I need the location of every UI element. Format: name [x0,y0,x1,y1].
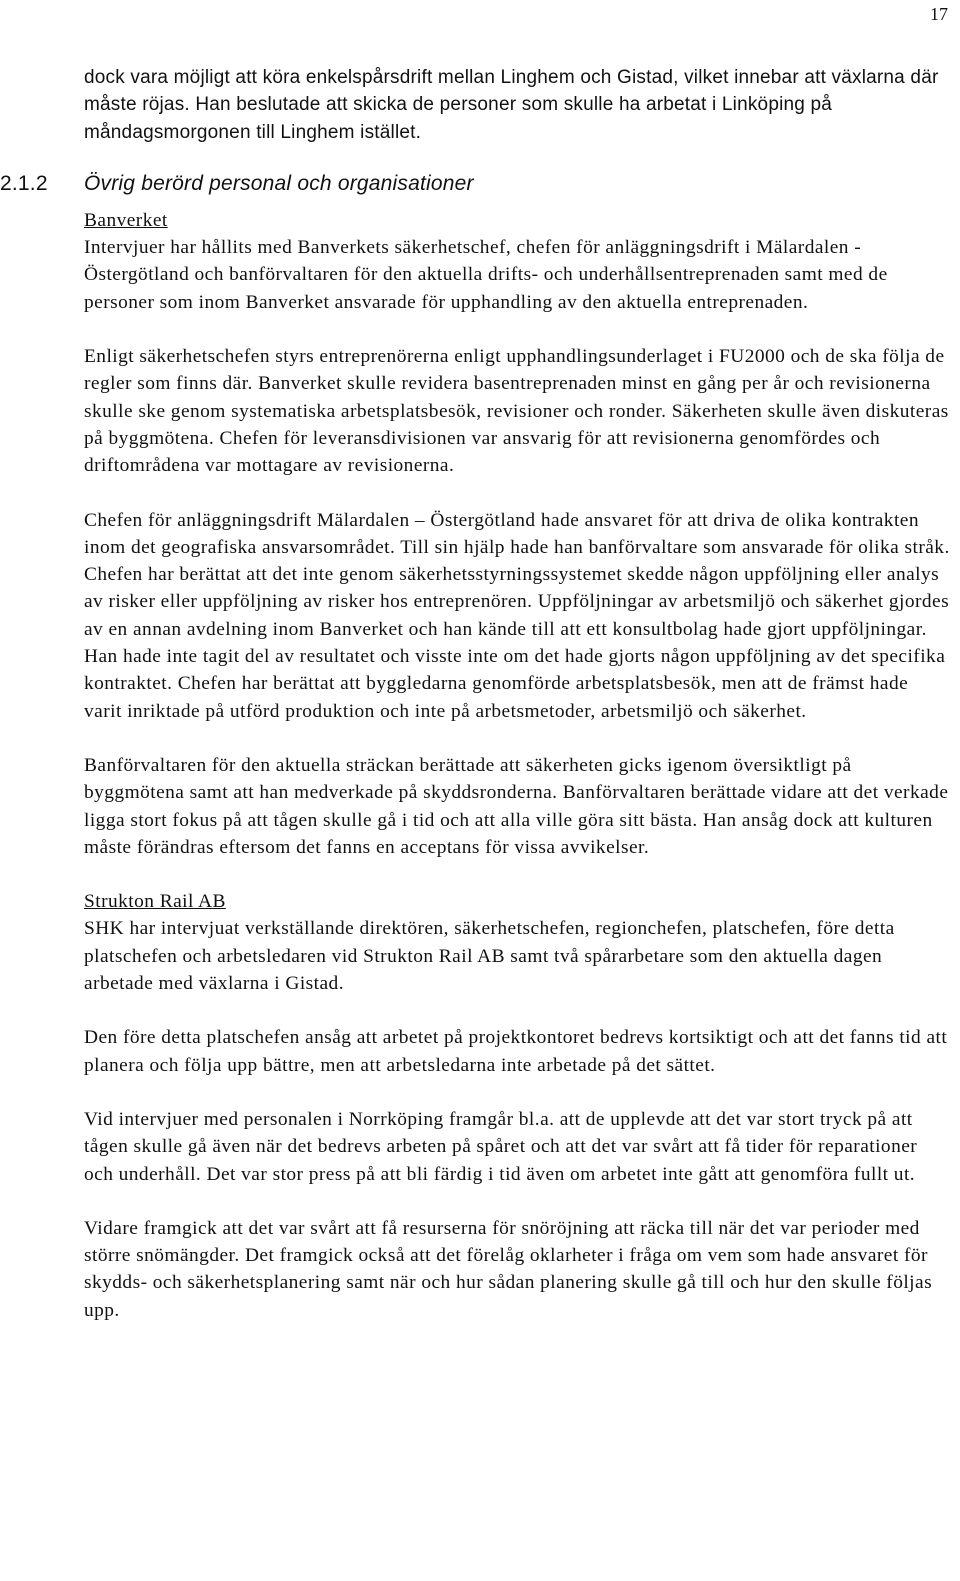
banverket-section [84,207,950,861]
lead-paragraph: dock vara möjligt att köra enkelspårsdrift mellan Linghem och Gistad, vilket innebar att växlarna där måste röjas. Han beslutade att skicka de personer som skulle ha arbetat i Linköping på måndagsmorgonen till Linghem istället. [84,67,939,143]
banverket-paragraph-2: Enligt säkerhetschefen styrs entreprenörerna enligt upphandlingsunderlaget i FU2000 och de ska följa de regler som finns där. Banverket skulle revidera basentreprenaden minst en gång per år och revisionerna skulle ske genom systematiska arbetsplatsbesök, revisioner och ronder. Säkerheten skulle även diskuteras på byggmötena. Chefen för leveransdivisionen var ansvarig för att revisionerna genomfördes och driftområdena var mottagare av revisionerna. [84,346,949,477]
banverket-paragraph-1: Intervjuer har hållits med Banverkets säkerhetschef, chefen för anläggningsdrift i Mälardalen - Östergötland och banförvaltaren för den aktuella drifts- och underhållsentreprenaden samt med de personer som inom Banverket ansvarade för upphandling av den aktuella entreprenaden. [84,237,888,313]
section-number: 2.1.2 [0,171,48,195]
banverket-paragraph-4: Banförvaltaren för den aktuella sträckan berättade att säkerheten gicks igenom översiktligt på byggmötena samt att han medverkade på skyddsronderna. Banförvaltaren berättade vidare att det verkade ligga stort fokus på att tågen skulle gå i tid och att alla ville göra sitt bästa. Han ansåg dock att kulturen måste förändras eftersom det fanns en acceptans för vissa avvikelser. [84,754,949,858]
strukton-paragraph-2: Den före detta platschefen ansåg att arbetet på projektkontoret bedrevs kortsiktigt och att det fanns tid att planera och följa upp bättre, men att arbetsledarna inte arbetade på det sättet. [84,1027,948,1076]
document-body [0,64,950,1324]
section-title: Övrig berörd personal och organisationer [84,171,474,195]
strukton-heading: Strukton Rail AB [84,891,226,913]
page-number: 17 [930,4,948,24]
section-heading [0,171,866,197]
banverket-paragraph-3: Chefen för anläggningsdrift Mälardalen – Östergötland hade ansvaret för att driva de olika kontrakten inom det geografiska ansvarsområdet. Till sin hjälp hade han banförvaltare som ansvarade för olika stråk. Chefen har berättat att det inte genom säkerhetsstyrningssystemet skedde någon uppföljning eller analys av risker eller uppföljning av risker hos entreprenören. Uppföljningar av arbetsmiljö och säkerhet gjordes av en annan avdelning inom Banverket och han kände till att ett konsultbolag hade gjort uppföljningar. Han hade inte tagit del av resultatet och visste inte om det hade gjorts någon uppföljning av det specifika kontraktet. Chefen har berättat att byggledarna genomförde arbetsplatsbesök, men att de främst hade varit inriktade på utförd produktion och inte på arbetsmetoder, arbetsmiljö och säkerhet. [84,509,950,722]
strukton-section [84,888,950,1324]
strukton-paragraph-3: Vid intervjuer med personalen i Norrköping framgår bl.a. att de upplevde att det var stort tryck på att tågen skulle gå även när det bedrevs arbeten på spåret och att det var svårt att få tider för reparationer och underhåll. Det var stor press på att bli färdig i tid även om arbetet inte gått att genomföra fullt ut. [84,1108,918,1185]
strukton-paragraph-1: SHK har intervjuat verkställande direktören, säkerhetschefen, regionchefen, platschefen, före detta platschefen och arbetsledaren vid Strukton Rail AB samt två spårarbetare som den aktuella dagen arbetade med växlarna i Gistad. [84,918,895,995]
strukton-paragraph-4: Vidare framgick att det var svårt att få resurserna för snöröjning att räcka till när det var perioder med större snömängder. Det framgick också att det förelåg oklarheter i fråga om vem som hade ansvaret för skydds- och säkerhetsplanering samt när och hur sådan planering skulle gå till och hur den skulle följas upp. [84,1217,933,1321]
banverket-heading: Banverket [84,209,168,231]
